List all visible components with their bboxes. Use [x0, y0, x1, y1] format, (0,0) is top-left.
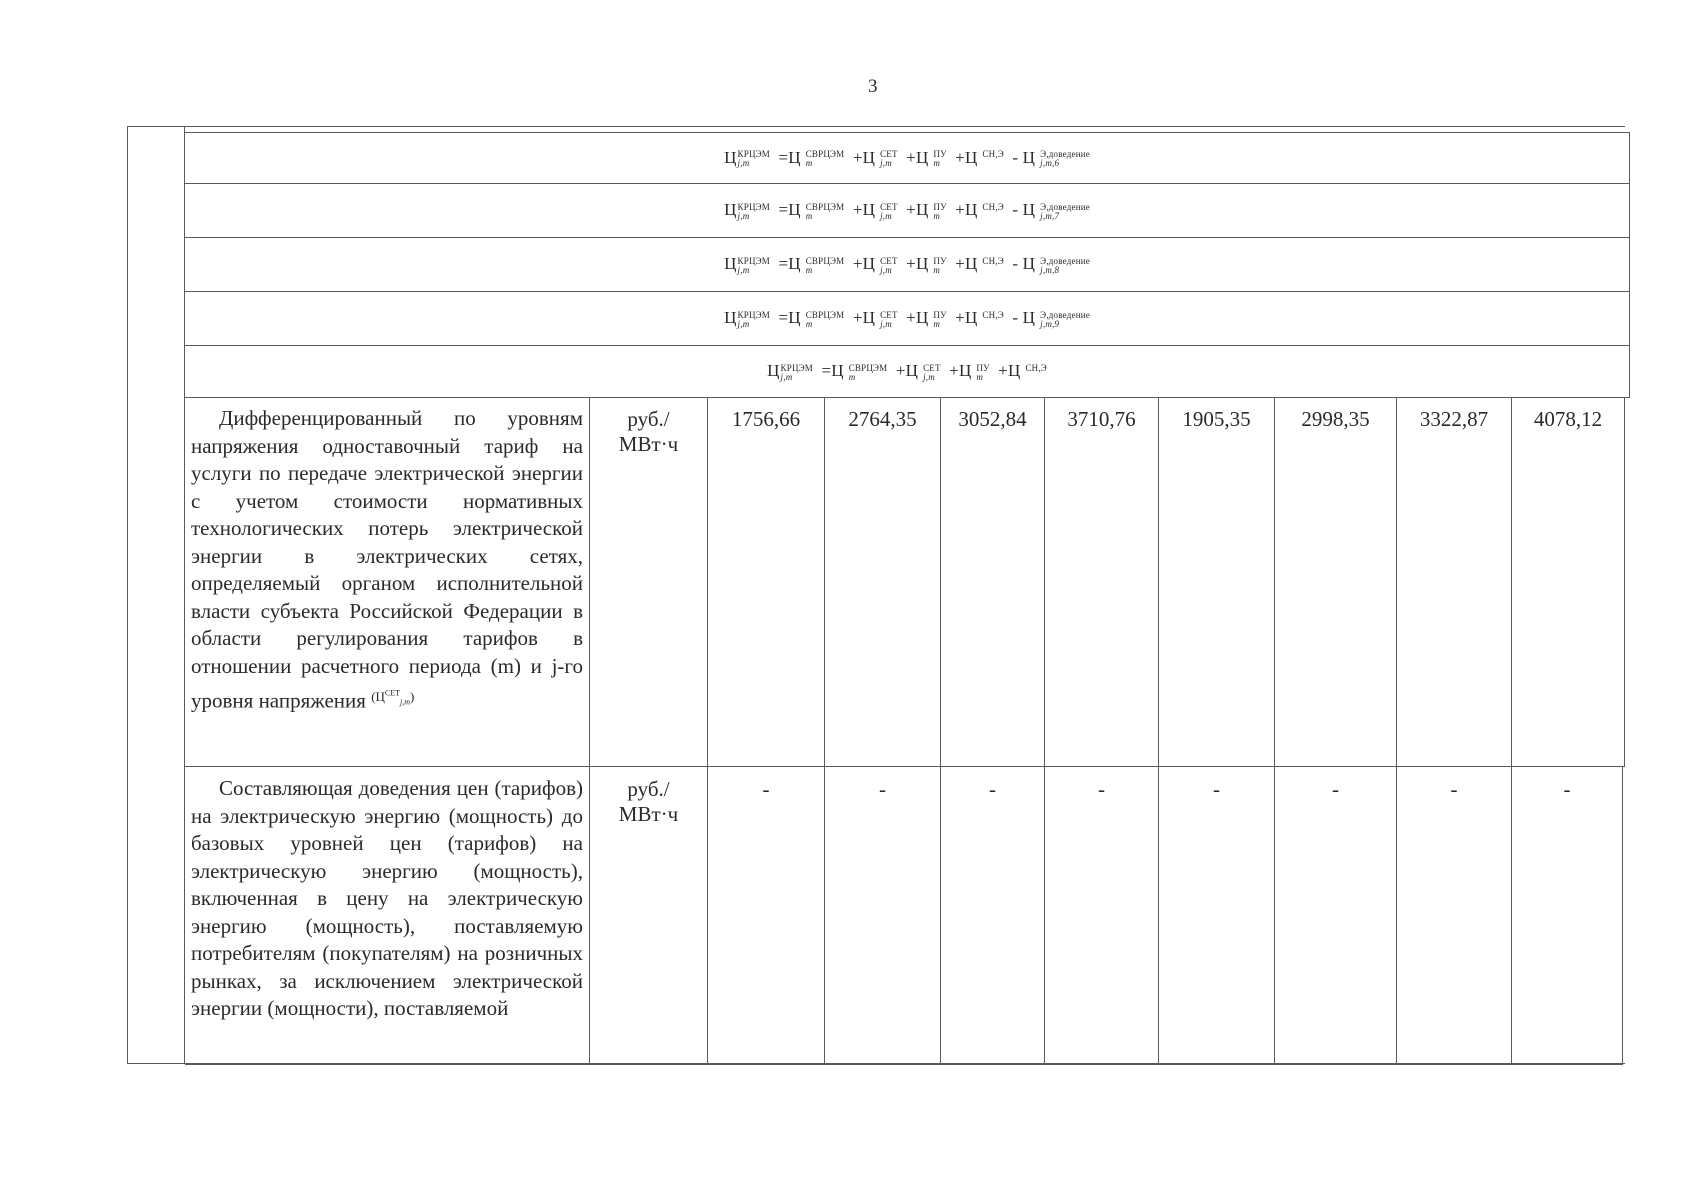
tariff-value: 1756,66	[731, 407, 801, 431]
formula: Ц КРЦЭМ j,m =Ц СВРЦЭМ m +Ц СЕТ j,m +Ц ПУ m +Ц СН,Э - Ц Э,доведение j,m,8	[724, 254, 1090, 275]
component-value-cell	[1275, 767, 1397, 1064]
component-description: Составляющая доведения цен (тарифов) на электрическую энергию (мощность) до базовых уровней цен (тарифов) на электрическую энергию (мощность), включенная в цену на электрическую энергию (мощность), поставляемую потребителям (покупателям) на розничных рынках, за исключением электрической энергии (мощности), поставляемой	[191, 776, 583, 1020]
tariff-value-cell	[825, 397, 941, 766]
tariff-row	[185, 397, 1625, 767]
component-value-cell	[825, 767, 941, 1064]
formula-row-8	[185, 238, 1630, 292]
formula: Ц КРЦЭМ j,m =Ц СВРЦЭМ m +Ц СЕТ j,m +Ц ПУ m +Ц СН,Э - Ц Э,доведение j,m,6	[724, 147, 1090, 169]
tariff-symbol: (ЦСЕТj,m)	[371, 689, 415, 707]
tariff-description: Дифференцированный по уровням напряжения одноставочный тариф на услуги по передаче электрической энергии с учетом стоимости нормативных технологических потерь электрической энергии в электрических сетях, определяемый органом исполнительной власти субъекта Российской Федерации в области регулирования тарифов в отношении расчетного периода (m) и j-го уровня напряжения	[191, 406, 583, 713]
tariff-value: 1905,35	[1182, 407, 1251, 431]
tariff-value-cell	[1275, 397, 1397, 766]
formula-row-base	[185, 346, 1630, 398]
component-value-cell	[1159, 767, 1275, 1064]
component-value: -	[1563, 777, 1571, 801]
tariff-value-cell	[708, 397, 825, 766]
component-value: -	[1098, 777, 1105, 801]
formula: Ц КРЦЭМ j,m =Ц СВРЦЭМ m +Ц СЕТ j,m +Ц ПУ m +Ц СН,Э - Ц Э,доведение j,m,7	[724, 200, 1090, 221]
tariff-value-cell	[1397, 397, 1512, 766]
tariff-value-cell	[941, 397, 1045, 766]
component-unit: руб./ МВт·ч	[618, 777, 679, 826]
formula-row-6	[185, 132, 1630, 184]
tariff-value: 3052,84	[958, 407, 1027, 431]
formula-row-7	[185, 184, 1630, 238]
component-value: -	[879, 777, 886, 801]
tariff-unit-cell	[590, 397, 708, 766]
component-value: -	[762, 777, 770, 801]
tariff-unit: руб./ МВт·ч	[618, 407, 679, 456]
tariff-value: 2998,35	[1301, 407, 1370, 431]
component-row	[185, 767, 1623, 1065]
formula-row-9	[185, 292, 1630, 346]
component-value-cell	[708, 767, 825, 1064]
formula: Ц КРЦЭМ j,m =Ц СВРЦЭМ m +Ц СЕТ j,m +Ц ПУ m +Ц СН,Э	[767, 361, 1047, 382]
page-number: 3	[868, 76, 878, 97]
tariff-value-cell	[1159, 397, 1275, 766]
component-value: -	[1213, 777, 1220, 801]
component-value-cell	[941, 767, 1045, 1064]
tariff-value-cell	[1045, 397, 1159, 766]
component-description-cell	[185, 767, 590, 1064]
tariff-value: 2764,35	[848, 407, 917, 431]
formula: Ц КРЦЭМ j,m =Ц СВРЦЭМ m +Ц СЕТ j,m +Ц ПУ m +Ц СН,Э - Ц Э,доведение j,m,9	[724, 308, 1090, 329]
component-value: -	[1450, 777, 1458, 801]
tariff-value: 4078,12	[1533, 407, 1603, 431]
component-value-cell	[1397, 767, 1512, 1064]
tariff-value: 3710,76	[1067, 407, 1136, 431]
component-value-cell	[1512, 767, 1623, 1064]
tariff-value: 3322,87	[1419, 407, 1489, 431]
tariff-description-cell	[185, 397, 590, 766]
component-value: -	[989, 777, 996, 801]
component-value: -	[1332, 777, 1339, 801]
component-value-cell	[1045, 767, 1159, 1064]
component-unit-cell	[590, 767, 708, 1064]
tariff-value-cell	[1512, 397, 1625, 766]
